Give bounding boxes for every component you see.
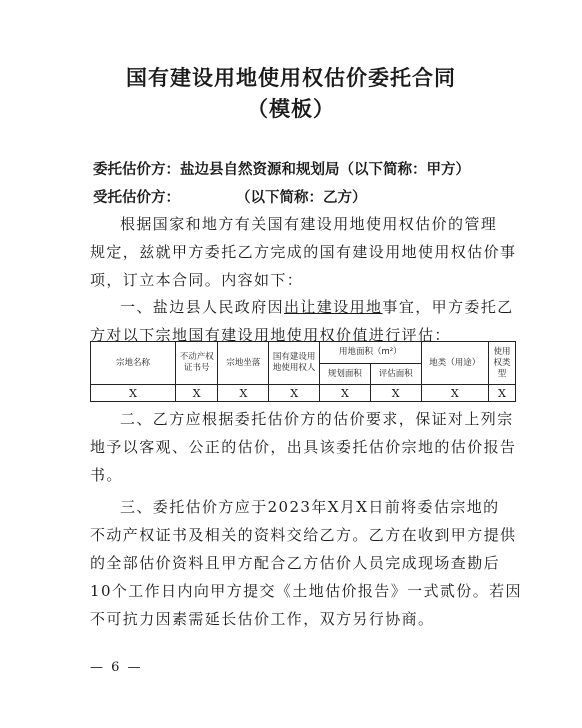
clause-three-line: 的全部估价资料且甲方配合乙方估价人员完成现场查勘后 — [90, 554, 501, 572]
table-cell: X — [488, 385, 515, 402]
intro-paragraph — [90, 210, 520, 294]
header-location: 宗地坐落 — [218, 342, 269, 385]
clause-one-line — [90, 293, 520, 321]
clause-two-line: 地予以客观、公正的估价，出具该委托估价宗地的估价报告 — [90, 438, 517, 456]
clause-two-line: 书。 — [90, 466, 123, 484]
table-cell: X — [320, 385, 371, 402]
table-cell: X — [175, 385, 217, 402]
header-land-type: 地类（用途） — [421, 342, 488, 385]
contractor-party-line — [93, 186, 367, 207]
header-land-user: 国有建设用地使用权人 — [269, 342, 320, 385]
contractor-label: 受托估价方： — [93, 190, 180, 206]
header-planned-area: 规划面积 — [320, 364, 371, 385]
clause-three-line: 三、委托估价方应于2023年X月X日前将委估宗地的 — [120, 498, 500, 516]
clause-three-line: 不动产权证书及相关的资料交给乙方。乙方在收到甲方提供 — [90, 526, 517, 544]
page-number: — 6 — — [90, 660, 143, 675]
header-area-group: 用地面积（m²） — [320, 342, 422, 364]
client-value: 盐边县自然资源和规划局（以下简称：甲方） — [180, 162, 470, 178]
client-label: 委托估价方： — [93, 162, 180, 178]
table-cell: X — [218, 385, 269, 402]
table-cell: X — [269, 385, 320, 402]
document-title: 国有建设用地使用权估价委托合同 — [126, 66, 456, 90]
table-row — [91, 385, 516, 402]
table-cell: X — [370, 385, 421, 402]
clause-two-line: 二、乙方应根据委托估价方的估价要求，保证对上列宗 — [120, 410, 514, 428]
clause-three-line: 10个工作日内向甲方提交《土地估价报告》一式贰份。若因 — [90, 582, 522, 600]
table-cell: X — [91, 385, 176, 402]
intro-line: 规定，兹就甲方委托乙方完成的国有建设用地使用权估价事 — [90, 243, 517, 261]
clause-three — [90, 493, 520, 633]
header-right-type: 使用权类型 — [488, 342, 515, 385]
clause-one-prefix: 一、盐边县人民政府因 — [120, 298, 285, 316]
contractor-value: （以下简称：乙方） — [236, 190, 367, 206]
clause-two — [90, 405, 520, 489]
clause-one-suffix: 事宜，甲方委托乙 — [382, 298, 514, 316]
client-party-line — [93, 158, 470, 179]
intro-line: 根据国家和地方有关国有建设用地使用权估价的管理 — [120, 215, 498, 233]
document-subtitle: （模板） — [247, 97, 335, 121]
clause-one-underlined: 出让建设用地 — [284, 298, 383, 316]
clause-three-line: 不可抗力因素需延长估价工作，双方另行协商。 — [90, 610, 435, 628]
table-cell: X — [421, 385, 488, 402]
header-assessed-area: 评估面积 — [370, 364, 421, 385]
clause-one-line: 方对以下宗地国有建设用地使用权价值进行评估： — [90, 326, 451, 344]
intro-line: 项，订立本合同。内容如下： — [90, 271, 304, 289]
header-parcel-name: 宗地名称 — [91, 342, 176, 385]
header-cert-no: 不动产权证书号 — [175, 342, 217, 385]
parcel-table — [90, 341, 516, 402]
